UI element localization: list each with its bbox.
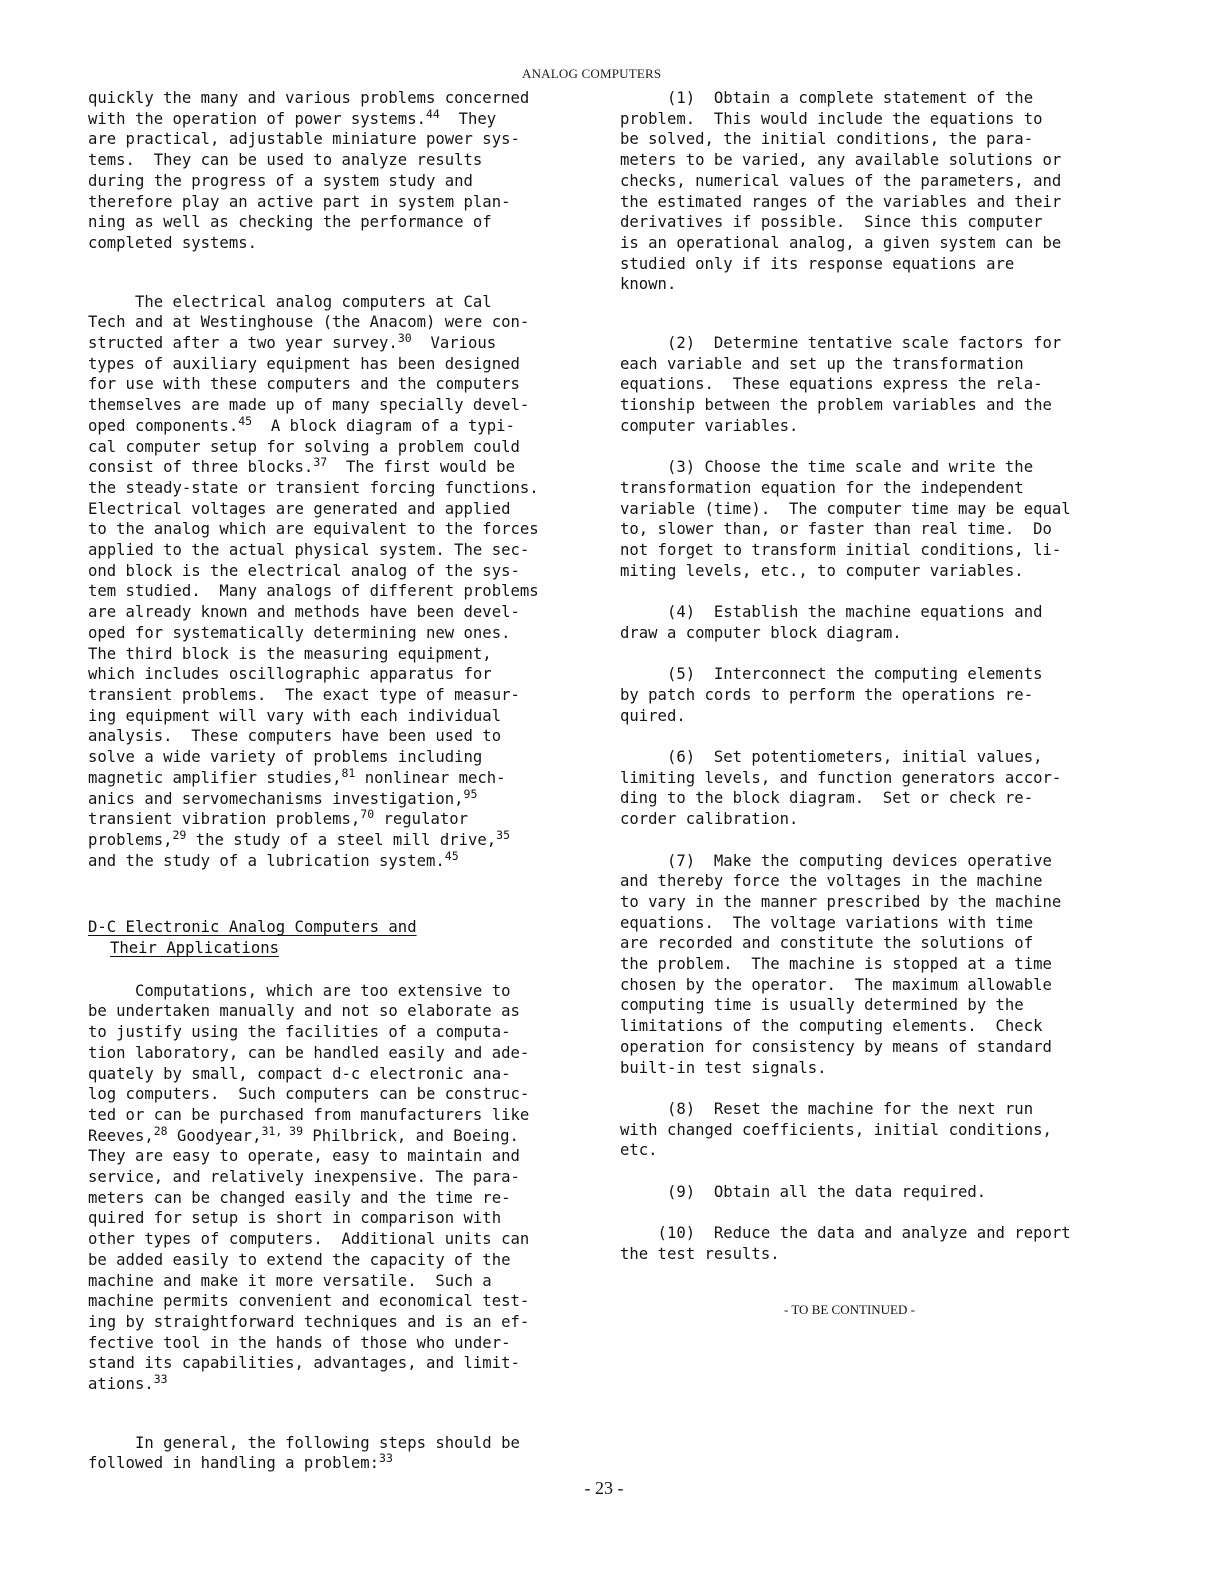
reference-29: 29 bbox=[172, 827, 187, 842]
step-3: (3) Choose the time scale and write the transformation equation for the independent variable (time). The computer time may be equal to, slower than, or faster than real time. Do not forget to transform initial conditions, li- miting levels, etc., to computer variables. bbox=[620, 458, 1071, 580]
reference-37: 37 bbox=[313, 455, 328, 470]
page-number: - 23 - bbox=[584, 1478, 624, 1498]
step-1: (1) Obtain a complete statement of the problem. This would include the equations to be solved, the initial conditions, the para- meters to be varied, any available solutions or checks, numerical values of the parameters, and the estimated ranges of the variables and their derivatives if possible. Since this computer is an operational analog, a given system can be studied only if its response equations are known. bbox=[620, 89, 1062, 294]
reference-30: 30 bbox=[397, 331, 412, 346]
reference-70: 70 bbox=[360, 807, 375, 822]
running-head: ANALOG COMPUTERS bbox=[522, 66, 662, 81]
step-10: (10) Reduce the data and analyze and report the test results. bbox=[620, 1224, 1071, 1263]
reference-35: 35 bbox=[496, 827, 511, 842]
reference-28: 28 bbox=[153, 1123, 168, 1138]
paragraph-dc-computers: Computations, which are too extensive to be undertaken manually and not so elaborate as to justify using the facilities of a computa- tion laboratory, can be handled easily and ade- quately by small, compact d-c electronic ana- log computers. Such computers can be construc- ted or can be purchased from manufacturers like Reeves,$^{28}$ Goodyear,$^{31, 39}$ Philbrick, and Boeing. They are easy to operate, easy to maintain and service, and relatively inexpensive. The para- meters can be changed easily and the time re- quired for setup is short in comparison with other types of computers. Additional units can be added easily to extend the capacity of the machine and make it more versatile. Such a machine permits convenient and economical test- ing by straightforward techniques and is an ef- fective tool in the hands of those who under- stand its capabilities, advantages, and limit- ations.$^{33}$ bbox=[88, 981, 530, 1394]
paragraph-power-systems: quickly the many and various problems concerned with the operation of power systems.$^{44}$ They are practical, adjustable miniature power sys- tems. They can be used to analyze results during the progress of a system study and therefore play an active part in system plan- ning as well as checking the performance of completed systems. bbox=[88, 89, 530, 252]
step-9: (9) Obtain all the data required. bbox=[620, 1182, 987, 1201]
reference-33: 33 bbox=[153, 1372, 168, 1387]
paragraph-steps-intro: In general, the following steps should be followed in handling a problem:$^{33}$ bbox=[88, 1433, 520, 1473]
right-column bbox=[620, 88, 1128, 1265]
to-be-continued: - TO BE CONTINUED - bbox=[784, 1302, 915, 1317]
paragraph-electrical-analog: The electrical analog computers at Cal Tech and at Westinghouse (the Anacom) were con- structed after a two year survey.$^{30}$ Various types of auxiliary equipment has been designed for use with these computers and the computers themselves are made up of many specially devel- oped components.$^{45}$ A block diagram of a typi- cal computer setup for solving a problem could consist of three blocks.$^{37}$ The first would be the steady-state or transient forcing functions. Electrical voltages are generated and applied to the analog which are equivalent to the forces applied to the actual physical system. The sec- ond block is the electrical analog of the sys- tem studied. Many analogs of different problems are already known and methods have been devel- oped for systematically determining new ones. The third block is the measuring equipment, which includes oscillographic apparatus for transient problems. The exact type of measur- ing equipment will vary with each individual analysis. These computers have been used to solve a wide variety of problems including magnetic amplifier studies,$^{81}$ nonlinear mech- anics and servomechanisms investigation,$^{95}$ transient vibration problems,$^{70}$ regulator problems,$^{29}$ the study of a steel mill drive,$^{35}$ and the study of a lubrication system.$^{45}$ bbox=[88, 292, 539, 870]
reference-44: 44 bbox=[425, 106, 440, 121]
section-heading: D-C Electronic Analog Computers and Their Applications bbox=[88, 918, 417, 958]
step-6: (6) Set potentiometers, initial values, limiting levels, and function generators accor- ding to the block diagram. Set or check re- corder calibration. bbox=[620, 748, 1062, 829]
step-5: (5) Interconnect the computing elements by patch cords to perform the operations re- quired. bbox=[620, 665, 1043, 725]
left-column bbox=[88, 88, 572, 1474]
step-2: (2) Determine tentative scale factors for each variable and set up the transformation equations. These equations express the rela- tionship between the problem variables and the computer variables. bbox=[620, 334, 1062, 435]
reference-81: 81 bbox=[341, 765, 356, 780]
reference-95: 95 bbox=[463, 786, 478, 801]
reference-45b: 45 bbox=[444, 848, 459, 863]
step-7: (7) Make the computing devices operative and thereby force the voltages in the machine to vary in the manner prescribed by the machine equations. The voltage variations with time are recorded and constitute the solutions of the problem. The machine is stopped at a time chosen by the operator. The maximum allowable computing time is usually determined by the limitations of the computing elements. Check operation for consistency by means of standard built-in test signals. bbox=[620, 851, 1062, 1077]
reference-31-39: 31, 39 bbox=[261, 1123, 304, 1138]
step-8: (8) Reset the machine for the next run with changed coefficients, initial conditions, etc. bbox=[620, 1099, 1052, 1160]
reference-45: 45 bbox=[238, 413, 253, 428]
step-4: (4) Establish the machine equations and draw a computer block diagram. bbox=[620, 603, 1043, 642]
reference-33b: 33 bbox=[379, 1451, 393, 1466]
